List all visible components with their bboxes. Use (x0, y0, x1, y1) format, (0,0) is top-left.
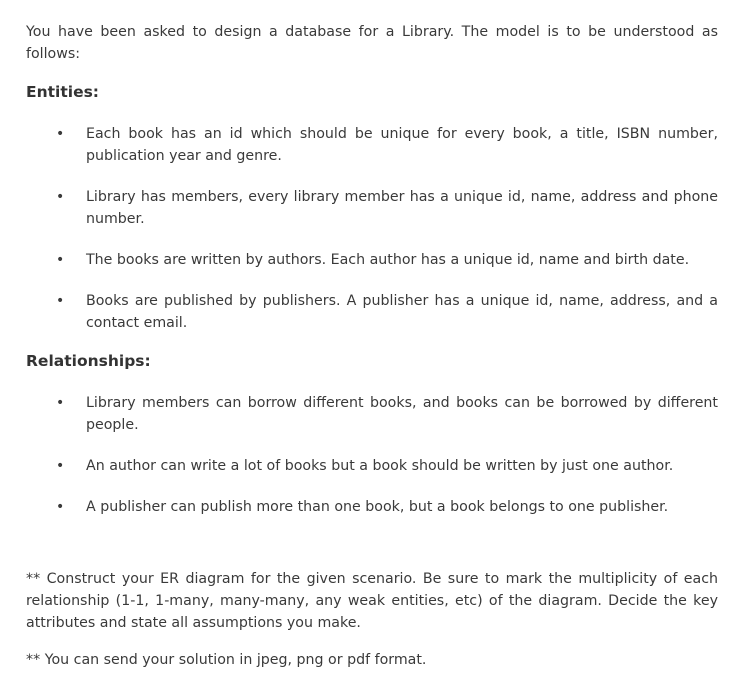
format-note: ** You can send your solution in jpeg, png or pdf format. (26, 652, 427, 668)
list-item (26, 455, 718, 477)
list-item (26, 290, 718, 334)
list-item-text: A publisher can publish more than one book, but a book belongs to one publisher. (86, 499, 669, 515)
list-item (26, 123, 718, 167)
relationships-heading: Relationships: (26, 352, 151, 370)
relationships-list (26, 392, 718, 518)
instructions-note: ** Construct your ER diagram for the given scenario. Be sure to mark the multiplicity of each relationship (1-1, 1-many, many-many, any weak entities, etc) of the diagram. Decide the key attributes and state all assumptions you make. (26, 571, 718, 631)
entities-heading: Entities: (26, 83, 100, 101)
bullet-icon: • (56, 189, 65, 205)
list-item (26, 186, 718, 230)
intro-paragraph: You have been asked to design a database for a Library. The model is to be understood as follows: (26, 24, 718, 62)
bullet-icon: • (56, 499, 65, 515)
bullet-icon: • (56, 395, 65, 411)
bullet-icon: • (56, 126, 65, 142)
list-item-text: An author can write a lot of books but a book should be written by just one author. (86, 458, 674, 474)
bullet-icon: • (56, 252, 65, 268)
entities-list (26, 123, 718, 334)
list-item-text: Library members can borrow different books, and books can be borrowed by different people. (86, 395, 718, 433)
list-item (26, 392, 718, 436)
list-item (26, 249, 718, 271)
list-item (26, 496, 718, 518)
bullet-icon: • (56, 458, 65, 474)
list-item-text: The books are written by authors. Each author has a unique id, name and birth date. (86, 252, 690, 268)
document (26, 21, 718, 671)
list-item-text: Books are published by publishers. A publisher has a unique id, name, address, and a contact email. (86, 293, 718, 331)
list-item-text: Each book has an id which should be unique for every book, a title, ISBN number, publication year and genre. (86, 126, 718, 164)
bullet-icon: • (56, 293, 65, 309)
list-item-text: Library has members, every library member has a unique id, name, address and phone number. (86, 189, 718, 227)
